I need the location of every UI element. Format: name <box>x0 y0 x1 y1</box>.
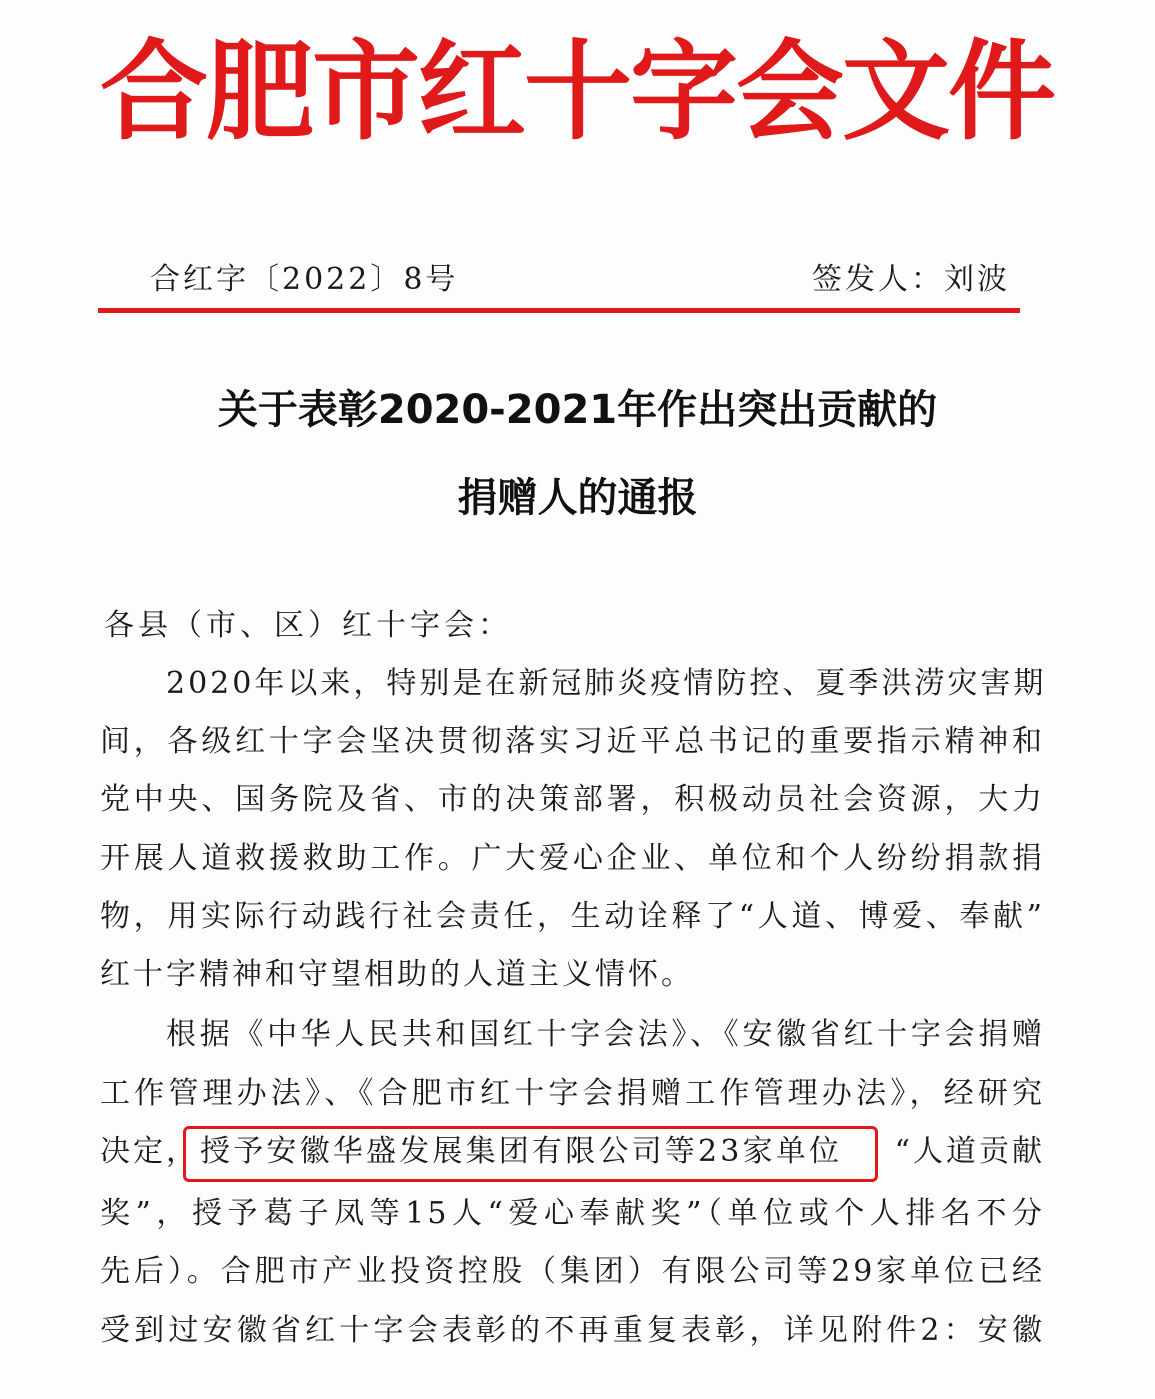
doc-number-row <box>150 258 1010 302</box>
paragraph-1-line-4: 开展人道救援救助工作。广大爱心企业、单位和个人纷纷捐款捐 <box>100 841 1045 876</box>
issuer-signature: 签发人：刘波 <box>812 262 1010 297</box>
masthead-title: 合肥市红十字会文件 <box>100 30 1055 155</box>
paragraph-2-line-1: 根据《中华人民共和国红十字会法》、《安徽省红十字会捐赠 <box>166 1017 1045 1052</box>
doc-number: 合红字〔2022〕8号 <box>150 262 459 297</box>
highlighted-award-text: 授予安徽华盛发展集团有限公司等23家单位 <box>200 1134 843 1169</box>
paragraph-1-line-2: 间，各级红十字会坚决贯彻落实习近平总书记的重要指示精神和 <box>100 724 1045 759</box>
paragraph-1-line-1: 2020年以来，特别是在新冠肺炎疫情防控、夏季洪涝灾害期 <box>166 666 1047 701</box>
decision-prefix: 决定， <box>100 1134 199 1169</box>
notice-title-line-1: 关于表彰2020-2021年作出突出贡献的 <box>217 387 938 433</box>
paragraph-2-line-5: 先后）。合肥市产业投资控股（集团）有限公司等29家单位已经 <box>100 1254 1045 1289</box>
red-divider-line <box>98 308 1020 313</box>
decision-suffix: “人道贡献 <box>894 1134 1045 1169</box>
paragraph-1-line-3: 党中央、国务院及省、市的决策部署，积极动员社会资源，大力 <box>100 782 1045 817</box>
paragraph-2-line-2: 工作管理办法》、《合肥市红十字会捐赠工作管理办法》，经研究 <box>100 1076 1045 1111</box>
paragraph-1-line-5: 物，用实际行动践行社会责任，生动诠释了“人道、博爱、奉献” <box>100 899 1045 934</box>
paragraph-2-line-4: 奖”，授予葛子凤等15人“爱心奉献奖”（单位或个人排名不分 <box>100 1196 1045 1231</box>
paragraph-2-line-6: 受到过安徽省红十字会表彰的不再重复表彰，详见附件2：安徽 <box>100 1313 1045 1348</box>
salutation: 各县（市、区）红十字会： <box>104 608 512 643</box>
paragraph-1-line-6: 红十字精神和守望相助的人道主义情怀。 <box>100 957 694 992</box>
notice-title-line-2: 捐赠人的通报 <box>457 475 698 521</box>
paragraph-2-line-3 <box>100 1130 1045 1174</box>
